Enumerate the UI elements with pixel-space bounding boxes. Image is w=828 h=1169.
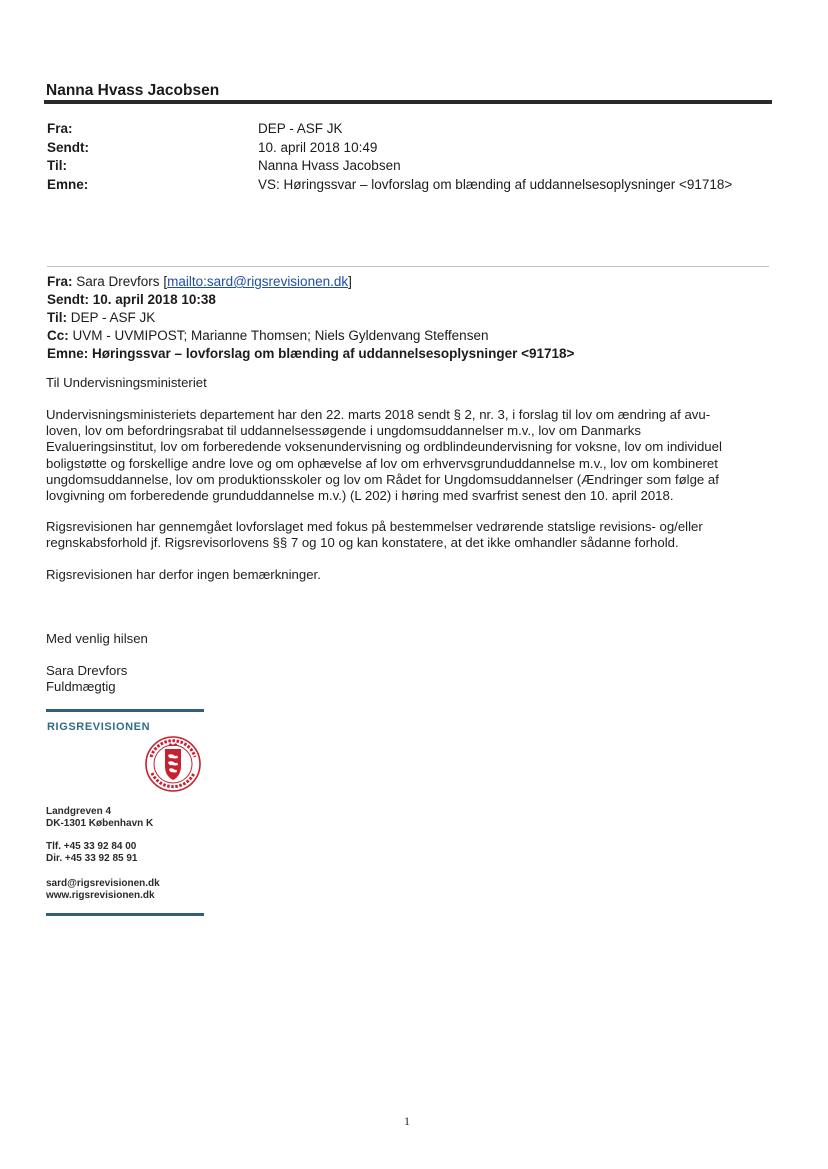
forwarded-subject-row [47,345,787,363]
forwarded-from-row: Fra: Sara Drevfors [mailto:sard@rigsrevisionen.dk] [47,274,352,289]
email-header [47,121,787,195]
paragraph-1-line: loven, lov om befordringsrabat til uddannelsessøgende i ungdomsuddannelser m.v., lov om Danmarks [46,423,641,439]
body-paragraph-2 [46,519,776,551]
paragraph-1-line: Evalueringsinstitut, lov om forberedende voksenundervisning og ordblindeundervisning for voksne, lov om individuel [46,439,722,455]
phone-block [46,841,137,865]
phone-line: Tlf. +45 33 92 84 00 [46,841,137,852]
direct-phone-line: Dir. +45 33 92 85 91 [46,853,138,864]
web-block [46,878,160,902]
header-from-value: DEP - ASF JK [258,121,343,136]
paragraph-2-line: regnskabsforhold jf. Rigsrevisorlovens §§ 7 og 10 og kan konstatere, at det ikke omhandler sådanne forhold. [46,535,679,551]
signature-top-rule [46,709,204,712]
folketinget-seal-icon [142,735,204,793]
forwarded-header [47,273,787,363]
header-sent-row [47,140,787,159]
forwarded-sent-label: Sendt: [47,292,89,307]
closing-text: Med venlig hilsen [46,631,148,646]
owner-divider [44,100,772,104]
sender-mailto-link[interactable]: mailto:sard@rigsrevisionen.dk [167,274,349,289]
forwarded-from-name: Sara Drevfors [76,274,160,289]
body-paragraph-3 [46,567,776,583]
page-number: 1 [404,1114,410,1128]
header-subject-label: Emne: [47,176,89,192]
forwarded-sent-row [47,291,787,309]
email-address: sard@rigsrevisionen.dk [46,878,160,889]
brand-name: RIGSREVISIONEN [47,721,151,733]
paragraph-3-text: Rigsrevisionen har derfor ingen bemærkninger. [46,567,321,582]
paragraph-1-line: Undervisningsministeriets departement har den 22. marts 2018 sendt § 2, nr. 3, i forslag til lov om ændring af avu- [46,407,711,422]
header-sent-value: 10. april 2018 10:49 [258,139,378,155]
forwarded-to-value: DEP - ASF JK [70,310,156,325]
header-to-row [47,158,787,177]
header-from-label: Fra: [47,121,73,136]
header-subject-row [47,177,787,196]
address-block [46,806,153,830]
forwarded-cc-row [47,327,787,345]
forwarded-subject-value: Høringssvar – lovforslag om blænding af uddannelsesoplysninger <91718> [92,346,575,361]
forwarded-sent-value: 10. april 2018 10:38 [92,292,216,307]
forward-divider [47,266,769,267]
salutation [46,375,776,391]
forwarded-subject-label: Emne: [47,346,89,361]
paragraph-1-line: boligstøtte og forskellige andre love og om ophævelse af lov om erhvervsgrunduddannelse m.v., lov om kombineret [46,455,718,471]
signature-bottom-rule [46,913,204,916]
header-to-value: Nanna Hvass Jacobsen [258,158,401,173]
forwarded-to-row [47,309,787,327]
closing [46,631,776,647]
salutation-text: Til Undervisningsministeriet [46,375,207,390]
address-line-1: Landgreven 4 [46,806,112,817]
body-paragraph-1 [46,407,776,504]
header-from-row [47,121,787,140]
signer-name: Sara Drevfors [46,663,128,678]
forwarded-cc-value: UVM - UVMIPOST; Marianne Thomsen; Niels Gyldenvang Steffensen [72,328,489,343]
signer-title: Fuldmægtig [46,679,116,695]
website-address: www.rigsrevisionen.dk [46,890,155,901]
paragraph-1-line: lovgivning om forberedende grunduddannelse m.v.) (L 202) i høring med svarfrist senest den 10. april 2018. [46,488,674,504]
forwarded-from-label: Fra: [47,274,73,289]
paragraph-2-line: Rigsrevisionen har gennemgået lovforslaget med fokus på bestemmelser vedrørende statslige revisions- og/eller [46,519,703,534]
forwarded-to-label: Til: [47,310,67,325]
paragraph-1-line: ungdomsuddannelse, lov om produktionsskoler og lov om Rådet for Ungdomsuddannelser (Ændringer som følge af [46,471,719,487]
header-sent-label: Sendt: [47,139,89,155]
address-line-2: DK-1301 København K [46,818,154,829]
header-subject-value: VS: Høringssvar – lovforslag om blænding af uddannelsesoplysninger <91718> [258,176,733,192]
signer [46,663,776,695]
header-to-label: Til: [47,158,67,173]
mailbox-owner-name: Nanna Hvass Jacobsen [46,82,220,99]
forwarded-cc-label: Cc: [47,328,69,343]
